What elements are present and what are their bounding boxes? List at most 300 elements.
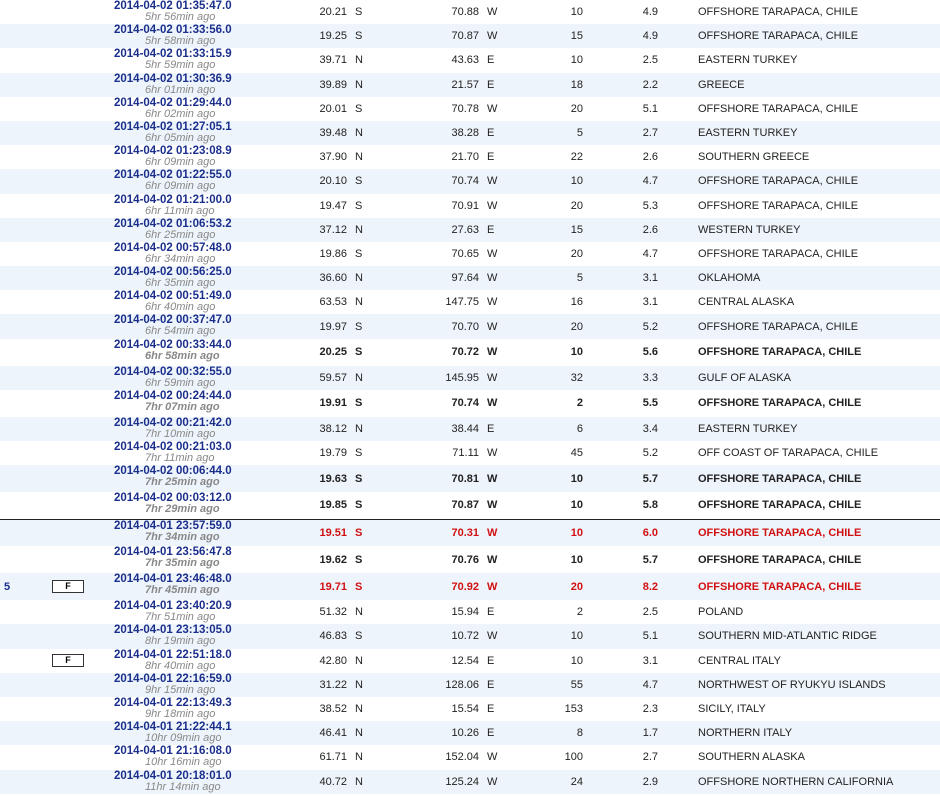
longitude-value: 70.87 bbox=[451, 499, 479, 512]
longitude-hemisphere: W bbox=[487, 775, 498, 788]
region-name: OFFSHORE TARAPACA, CHILE bbox=[698, 6, 859, 19]
longitude-hemisphere: W bbox=[487, 751, 498, 764]
earthquake-row[interactable] bbox=[0, 121, 940, 145]
longitude-hemisphere: E bbox=[487, 54, 495, 67]
time-ago: 5hr 59min ago bbox=[145, 59, 216, 72]
felt-flag-cell bbox=[50, 366, 110, 390]
magnitude-value: 5.3 bbox=[642, 199, 658, 212]
time-ago: 5hr 56min ago bbox=[145, 11, 216, 23]
latitude-hemisphere: S bbox=[355, 6, 363, 19]
felt-count[interactable] bbox=[0, 600, 50, 624]
depth-value: 16 bbox=[570, 296, 583, 309]
longitude-hemisphere: E bbox=[487, 127, 495, 140]
earthquake-row[interactable] bbox=[0, 546, 940, 573]
earthquake-row[interactable] bbox=[0, 366, 940, 390]
felt-flag-cell bbox=[50, 465, 110, 492]
region-name: GREECE bbox=[698, 78, 745, 91]
event-datetime-link[interactable]: 2014-04-02 00:51:49.0 bbox=[114, 290, 232, 303]
felt-count[interactable] bbox=[0, 290, 50, 314]
latitude-value: 59.57 bbox=[319, 371, 347, 384]
latitude-value: 37.90 bbox=[319, 151, 347, 164]
felt-count[interactable] bbox=[0, 194, 50, 218]
depth-value: 55 bbox=[570, 678, 583, 691]
longitude-value: 97.64 bbox=[451, 272, 479, 285]
event-datetime-link[interactable]: 2014-04-02 01:29:44.0 bbox=[114, 96, 232, 109]
earthquake-row[interactable] bbox=[0, 314, 940, 338]
latitude-hemisphere: S bbox=[355, 580, 363, 593]
felt-report-icon[interactable]: F bbox=[52, 580, 84, 593]
longitude-hemisphere: W bbox=[487, 553, 498, 566]
event-datetime-link[interactable]: 2014-04-01 23:56:47.8 bbox=[114, 546, 232, 559]
earthquake-row[interactable] bbox=[0, 573, 940, 600]
felt-count[interactable] bbox=[0, 465, 50, 492]
felt-count[interactable] bbox=[0, 339, 50, 366]
felt-count[interactable] bbox=[0, 266, 50, 290]
depth-value: 10 bbox=[533, 519, 583, 546]
depth-value: 2 bbox=[576, 397, 583, 410]
earthquake-row[interactable] bbox=[0, 492, 940, 519]
latitude-hemisphere: S bbox=[355, 346, 363, 359]
felt-flag-cell bbox=[50, 649, 110, 673]
event-datetime-link[interactable]: 2014-04-02 00:21:03.0 bbox=[114, 441, 232, 453]
event-datetime-link[interactable]: 2014-04-02 01:35:47.0 bbox=[114, 0, 232, 12]
longitude-value: 147.75 bbox=[445, 296, 479, 309]
depth-value: 10 bbox=[570, 472, 583, 485]
earthquake-row[interactable] bbox=[0, 673, 940, 697]
earthquake-row[interactable] bbox=[0, 194, 940, 218]
datetime-cell[interactable] bbox=[110, 366, 294, 390]
latitude-value: 19.97 bbox=[319, 320, 347, 333]
depth-value: 153 bbox=[564, 703, 583, 716]
latitude-value: 19.63 bbox=[319, 472, 347, 485]
felt-count[interactable] bbox=[0, 649, 50, 673]
felt-flag-cell bbox=[50, 546, 110, 573]
earthquake-row[interactable] bbox=[0, 218, 940, 242]
region-name: SOUTHERN MID-ATLANTIC RIDGE bbox=[698, 630, 877, 643]
felt-count[interactable] bbox=[0, 546, 50, 573]
region-name: SOUTHERN GREECE bbox=[698, 151, 810, 164]
latitude-value: 19.71 bbox=[319, 580, 347, 593]
earthquake-row[interactable] bbox=[0, 290, 940, 314]
time-ago: 7hr 29min ago bbox=[145, 503, 220, 516]
time-ago: 6hr 05min ago bbox=[145, 131, 216, 144]
datetime-cell[interactable] bbox=[110, 73, 294, 97]
time-ago: 7hr 07min ago bbox=[145, 400, 220, 413]
longitude-value: 125.24 bbox=[445, 775, 479, 788]
felt-count[interactable] bbox=[0, 697, 50, 721]
event-datetime-link[interactable]: 2014-04-02 01:30:36.9 bbox=[114, 72, 232, 85]
earthquake-row[interactable] bbox=[0, 624, 940, 648]
latitude-hemisphere: S bbox=[355, 472, 363, 485]
felt-count[interactable] bbox=[0, 519, 50, 546]
felt-count[interactable] bbox=[0, 97, 50, 121]
longitude-hemisphere: E bbox=[487, 678, 495, 691]
event-datetime-link[interactable]: 2014-04-01 23:57:59.0 bbox=[114, 519, 232, 532]
felt-flag-cell bbox=[50, 290, 110, 314]
longitude-hemisphere: W bbox=[487, 102, 498, 115]
felt-count[interactable] bbox=[0, 48, 50, 72]
felt-flag-cell bbox=[50, 97, 110, 121]
magnitude-value: 4.7 bbox=[642, 175, 658, 188]
region-name: SOUTHERN ALASKA bbox=[698, 751, 805, 764]
depth-value: 10 bbox=[570, 175, 583, 188]
latitude-value: 36.60 bbox=[319, 272, 347, 285]
region-name: EASTERN TURKEY bbox=[698, 54, 798, 67]
magnitude-value: 5.7 bbox=[642, 553, 658, 566]
latitude-hemisphere: N bbox=[355, 775, 363, 788]
felt-count[interactable] bbox=[0, 745, 50, 769]
event-datetime-link[interactable]: 2014-04-02 01:33:56.0 bbox=[114, 24, 232, 37]
event-datetime-link[interactable]: 2014-04-02 00:03:12.0 bbox=[114, 492, 232, 505]
datetime-cell[interactable] bbox=[110, 242, 294, 266]
latitude-value: 61.71 bbox=[319, 751, 347, 764]
magnitude-value: 3.1 bbox=[642, 296, 658, 309]
time-ago: 6hr 09min ago bbox=[145, 180, 216, 193]
event-datetime-link[interactable]: 2014-04-02 01:23:08.9 bbox=[114, 145, 232, 158]
datetime-cell[interactable] bbox=[110, 0, 294, 24]
felt-flag-cell bbox=[50, 314, 110, 338]
felt-flag-cell bbox=[50, 242, 110, 266]
datetime-cell[interactable] bbox=[110, 697, 294, 721]
region-name: OFF COAST OF TARAPACA, CHILE bbox=[698, 447, 879, 460]
latitude-value: 46.83 bbox=[319, 630, 347, 643]
felt-count[interactable] bbox=[0, 73, 50, 97]
magnitude-value: 5.5 bbox=[642, 397, 658, 410]
earthquake-row[interactable] bbox=[0, 145, 940, 169]
datetime-cell[interactable] bbox=[110, 169, 294, 193]
felt-flag-cell bbox=[50, 121, 110, 145]
latitude-hemisphere: N bbox=[355, 272, 363, 285]
event-datetime-link[interactable]: 2014-04-01 22:13:49.3 bbox=[114, 696, 232, 709]
event-datetime-link[interactable]: 2014-04-01 23:46:48.0 bbox=[114, 573, 232, 586]
felt-count[interactable] bbox=[0, 145, 50, 169]
felt-count[interactable] bbox=[0, 366, 50, 390]
time-ago: 7hr 25min ago bbox=[145, 476, 220, 489]
felt-flag-cell bbox=[50, 0, 110, 24]
longitude-hemisphere: W bbox=[487, 397, 498, 410]
time-ago: 10hr 09min ago bbox=[145, 732, 222, 745]
magnitude-value: 2.9 bbox=[642, 775, 658, 788]
longitude-hemisphere: W bbox=[487, 499, 498, 512]
longitude-value: 10.26 bbox=[451, 727, 479, 740]
latitude-hemisphere: S bbox=[355, 630, 363, 643]
longitude-value: 12.54 bbox=[451, 654, 479, 667]
earthquake-row[interactable] bbox=[0, 770, 940, 794]
event-datetime-link[interactable]: 2014-04-02 00:24:44.0 bbox=[114, 389, 232, 402]
felt-flag-cell bbox=[50, 73, 110, 97]
region-name: OKLAHOMA bbox=[698, 272, 761, 285]
datetime-cell[interactable] bbox=[110, 770, 294, 794]
datetime-cell[interactable] bbox=[110, 573, 294, 600]
event-datetime-link[interactable]: 2014-04-02 00:21:42.0 bbox=[114, 416, 232, 429]
felt-count[interactable]: 5 bbox=[4, 580, 11, 593]
latitude-value: 31.22 bbox=[319, 678, 347, 691]
datetime-cell[interactable] bbox=[110, 145, 294, 169]
latitude-hemisphere: S bbox=[355, 447, 363, 460]
datetime-cell[interactable] bbox=[110, 546, 294, 573]
earthquake-row[interactable] bbox=[0, 697, 940, 721]
latitude-value: 63.53 bbox=[319, 296, 347, 309]
time-ago: 6hr 34min ago bbox=[145, 252, 216, 265]
felt-flag-cell bbox=[50, 266, 110, 290]
felt-count[interactable] bbox=[0, 770, 50, 794]
magnitude-value: 5.1 bbox=[642, 630, 658, 643]
earthquake-row[interactable] bbox=[0, 97, 940, 121]
felt-count[interactable] bbox=[0, 169, 50, 193]
depth-value: 20 bbox=[570, 199, 583, 212]
event-datetime-link[interactable]: 2014-04-01 21:22:44.1 bbox=[114, 721, 232, 734]
region-name: OFFSHORE NORTHERN CALIFORNIA bbox=[698, 775, 894, 788]
longitude-hemisphere: W bbox=[487, 630, 498, 643]
latitude-hemisphere: N bbox=[355, 703, 363, 716]
time-ago: 7hr 35min ago bbox=[145, 557, 220, 570]
earthquake-row[interactable] bbox=[0, 721, 940, 745]
earthquake-row[interactable] bbox=[0, 169, 940, 193]
event-datetime-link[interactable]: 2014-04-02 01:06:53.2 bbox=[114, 217, 232, 230]
earthquake-row[interactable] bbox=[0, 519, 940, 546]
event-datetime-link[interactable]: 2014-04-02 00:56:25.0 bbox=[114, 266, 232, 279]
event-datetime-link[interactable]: 2014-04-02 00:06:44.0 bbox=[114, 465, 232, 478]
datetime-cell[interactable] bbox=[110, 390, 294, 417]
earthquake-row[interactable] bbox=[0, 465, 940, 492]
felt-count[interactable] bbox=[0, 24, 50, 48]
datetime-cell[interactable] bbox=[110, 417, 294, 441]
longitude-hemisphere: W bbox=[479, 519, 533, 546]
felt-count[interactable] bbox=[0, 624, 50, 648]
magnitude-value: 2.6 bbox=[642, 151, 658, 164]
event-datetime-link[interactable]: 2014-04-01 20:18:01.0 bbox=[114, 769, 232, 782]
event-datetime-link[interactable]: 2014-04-02 00:33:44.0 bbox=[114, 338, 232, 351]
earthquake-row[interactable] bbox=[0, 649, 940, 673]
latitude-value: 19.85 bbox=[319, 499, 347, 512]
datetime-cell[interactable] bbox=[110, 121, 294, 145]
magnitude-value: 1.7 bbox=[642, 727, 658, 740]
time-ago: 9hr 15min ago bbox=[145, 683, 216, 696]
datetime-cell[interactable] bbox=[110, 649, 294, 673]
depth-value: 10 bbox=[570, 6, 583, 19]
event-datetime-link[interactable]: 2014-04-01 23:13:05.0 bbox=[114, 624, 232, 637]
earthquake-row[interactable] bbox=[0, 266, 940, 290]
region-name: OFFSHORE TARAPACA, CHILE bbox=[698, 320, 859, 333]
latitude-hemisphere: N bbox=[355, 54, 363, 67]
magnitude-value: 2.5 bbox=[642, 606, 658, 619]
felt-flag-cell bbox=[50, 697, 110, 721]
latitude-value: 20.10 bbox=[319, 175, 347, 188]
magnitude-value: 2.7 bbox=[642, 127, 658, 140]
longitude-hemisphere: E bbox=[487, 151, 495, 164]
region-name: EASTERN TURKEY bbox=[698, 422, 798, 435]
earthquake-row[interactable] bbox=[0, 600, 940, 624]
longitude-hemisphere: E bbox=[487, 78, 495, 91]
felt-flag-cell bbox=[50, 390, 110, 417]
felt-flag-cell bbox=[50, 48, 110, 72]
event-datetime-link[interactable]: 2014-04-01 21:16:08.0 bbox=[114, 745, 232, 758]
earthquake-row[interactable] bbox=[0, 339, 940, 366]
felt-count[interactable] bbox=[0, 492, 50, 519]
datetime-cell[interactable] bbox=[110, 290, 294, 314]
region-name: OFFSHORE TARAPACA, CHILE bbox=[698, 247, 859, 260]
event-datetime-link[interactable]: 2014-04-01 22:16:59.0 bbox=[114, 672, 232, 685]
earthquake-row[interactable] bbox=[0, 24, 940, 48]
time-ago: 7hr 11min ago bbox=[145, 452, 215, 464]
latitude-value: 20.25 bbox=[319, 346, 347, 359]
datetime-cell[interactable] bbox=[110, 48, 294, 72]
earthquake-row[interactable] bbox=[0, 417, 940, 441]
felt-flag-cell bbox=[50, 194, 110, 218]
region-name: OFFSHORE TARAPACA, CHILE bbox=[698, 472, 862, 485]
magnitude-value: 5.6 bbox=[642, 346, 658, 359]
longitude-value: 15.54 bbox=[451, 703, 479, 716]
latitude-hemisphere: S bbox=[355, 30, 363, 43]
longitude-value: 70.88 bbox=[451, 6, 479, 19]
datetime-cell[interactable] bbox=[110, 519, 294, 546]
event-datetime-link[interactable]: 2014-04-02 01:22:55.0 bbox=[114, 169, 232, 182]
latitude-hemisphere: S bbox=[355, 320, 363, 333]
region-name: CENTRAL ALASKA bbox=[698, 296, 795, 309]
felt-count[interactable] bbox=[0, 218, 50, 242]
magnitude-value: 5.8 bbox=[642, 499, 658, 512]
latitude-hemisphere: N bbox=[355, 296, 363, 309]
felt-count[interactable] bbox=[0, 314, 50, 338]
datetime-cell[interactable] bbox=[110, 314, 294, 338]
latitude-hemisphere: N bbox=[355, 751, 363, 764]
longitude-value: 70.91 bbox=[451, 199, 479, 212]
earthquake-row[interactable] bbox=[0, 441, 940, 465]
region-name: OFFSHORE TARAPACA, CHILE bbox=[698, 175, 859, 188]
longitude-value: 70.70 bbox=[451, 320, 479, 333]
event-datetime-link[interactable]: 2014-04-02 01:21:00.0 bbox=[114, 193, 232, 206]
time-ago: 6hr 35min ago bbox=[145, 277, 216, 290]
event-datetime-link[interactable]: 2014-04-02 00:32:55.0 bbox=[114, 365, 232, 378]
latitude-value: 19.47 bbox=[319, 199, 347, 212]
datetime-cell[interactable] bbox=[110, 465, 294, 492]
felt-flag-cell bbox=[50, 624, 110, 648]
latitude-value: 20.21 bbox=[319, 6, 347, 19]
felt-count[interactable] bbox=[0, 242, 50, 266]
longitude-value: 70.92 bbox=[451, 580, 479, 593]
time-ago: 10hr 16min ago bbox=[145, 756, 222, 769]
region-name: OFFSHORE TARAPACA, CHILE bbox=[698, 102, 859, 115]
depth-value: 100 bbox=[564, 751, 583, 764]
felt-count[interactable] bbox=[0, 121, 50, 145]
depth-value: 6 bbox=[576, 422, 583, 435]
magnitude-value: 5.2 bbox=[642, 320, 658, 333]
event-datetime-link[interactable]: 2014-04-02 01:33:15.9 bbox=[114, 48, 232, 61]
magnitude-value: 2.5 bbox=[642, 54, 658, 67]
datetime-cell[interactable] bbox=[110, 97, 294, 121]
depth-value: 10 bbox=[570, 346, 583, 359]
longitude-value: 70.74 bbox=[451, 397, 479, 410]
latitude-hemisphere: N bbox=[355, 127, 363, 140]
latitude-value: 19.51 bbox=[294, 519, 347, 546]
latitude-hemisphere: S bbox=[347, 519, 396, 546]
felt-flag-cell bbox=[50, 145, 110, 169]
magnitude-value: 8.2 bbox=[642, 580, 658, 593]
region-name: SICILY, ITALY bbox=[698, 703, 766, 716]
region-name: NORTHWEST OF RYUKYU ISLANDS bbox=[698, 678, 886, 691]
depth-value: 8 bbox=[576, 727, 583, 740]
latitude-value: 19.91 bbox=[319, 397, 347, 410]
latitude-value: 38.52 bbox=[319, 703, 347, 716]
datetime-cell[interactable] bbox=[110, 24, 294, 48]
longitude-value: 145.95 bbox=[445, 371, 479, 384]
event-datetime-link[interactable]: 2014-04-01 22:51:18.0 bbox=[114, 648, 232, 661]
time-ago: 6hr 11min ago bbox=[145, 204, 215, 217]
latitude-hemisphere: S bbox=[355, 553, 363, 566]
longitude-value: 70.74 bbox=[451, 175, 479, 188]
datetime-cell[interactable] bbox=[110, 624, 294, 648]
felt-count[interactable] bbox=[0, 441, 50, 465]
magnitude-value: 4.9 bbox=[642, 6, 658, 19]
felt-count[interactable] bbox=[0, 390, 50, 417]
datetime-cell[interactable] bbox=[110, 339, 294, 366]
earthquake-row[interactable] bbox=[0, 73, 940, 97]
felt-flag-cell bbox=[50, 745, 110, 769]
felt-flag-cell bbox=[50, 519, 110, 546]
longitude-value: 128.06 bbox=[445, 678, 479, 691]
latitude-value: 39.71 bbox=[319, 54, 347, 67]
datetime-cell[interactable] bbox=[110, 721, 294, 745]
event-datetime-link[interactable]: 2014-04-01 23:40:20.9 bbox=[114, 600, 232, 613]
magnitude-value: 2.6 bbox=[642, 223, 658, 236]
felt-count[interactable] bbox=[0, 673, 50, 697]
event-datetime-link[interactable]: 2014-04-02 00:37:47.0 bbox=[114, 314, 232, 327]
felt-report-icon[interactable]: F bbox=[52, 654, 84, 667]
earthquake-row[interactable] bbox=[0, 745, 940, 769]
datetime-cell[interactable] bbox=[110, 266, 294, 290]
felt-count[interactable] bbox=[0, 721, 50, 745]
longitude-value: 70.81 bbox=[451, 472, 479, 485]
latitude-hemisphere: N bbox=[355, 78, 363, 91]
latitude-value: 39.89 bbox=[319, 78, 347, 91]
time-ago: 7hr 45min ago bbox=[145, 584, 220, 597]
datetime-cell[interactable] bbox=[110, 600, 294, 624]
earthquake-row[interactable] bbox=[0, 390, 940, 417]
magnitude-value: 4.7 bbox=[642, 247, 658, 260]
datetime-cell[interactable] bbox=[110, 492, 294, 519]
time-ago: 8hr 19min ago bbox=[145, 635, 216, 648]
longitude-hemisphere: W bbox=[487, 6, 498, 19]
earthquake-row[interactable] bbox=[0, 242, 940, 266]
longitude-value: 15.94 bbox=[451, 606, 479, 619]
datetime-cell[interactable] bbox=[110, 673, 294, 697]
magnitude-value: 4.9 bbox=[642, 30, 658, 43]
event-datetime-link[interactable]: 2014-04-02 00:57:48.0 bbox=[114, 241, 232, 254]
felt-count[interactable] bbox=[0, 417, 50, 441]
datetime-cell[interactable] bbox=[110, 745, 294, 769]
longitude-value: 70.87 bbox=[451, 30, 479, 43]
depth-value: 10 bbox=[570, 630, 583, 643]
earthquake-row[interactable] bbox=[0, 48, 940, 72]
felt-count[interactable] bbox=[0, 0, 50, 24]
longitude-value: 10.72 bbox=[451, 630, 479, 643]
latitude-value: 46.41 bbox=[319, 727, 347, 740]
earthquake-row[interactable] bbox=[0, 0, 940, 24]
time-ago: 6hr 59min ago bbox=[145, 376, 216, 389]
magnitude-value: 3.3 bbox=[642, 371, 658, 384]
time-ago: 11hr 14min ago bbox=[145, 780, 221, 793]
datetime-cell[interactable] bbox=[110, 194, 294, 218]
longitude-hemisphere: W bbox=[487, 30, 498, 43]
time-ago: 9hr 18min ago bbox=[145, 707, 216, 720]
datetime-cell[interactable] bbox=[110, 441, 294, 465]
depth-value: 10 bbox=[570, 553, 583, 566]
event-datetime-link[interactable]: 2014-04-02 01:27:05.1 bbox=[114, 120, 232, 133]
datetime-cell[interactable] bbox=[110, 218, 294, 242]
latitude-value: 42.80 bbox=[319, 654, 347, 667]
time-ago: 6hr 40min ago bbox=[145, 301, 216, 314]
depth-value: 15 bbox=[570, 223, 583, 236]
